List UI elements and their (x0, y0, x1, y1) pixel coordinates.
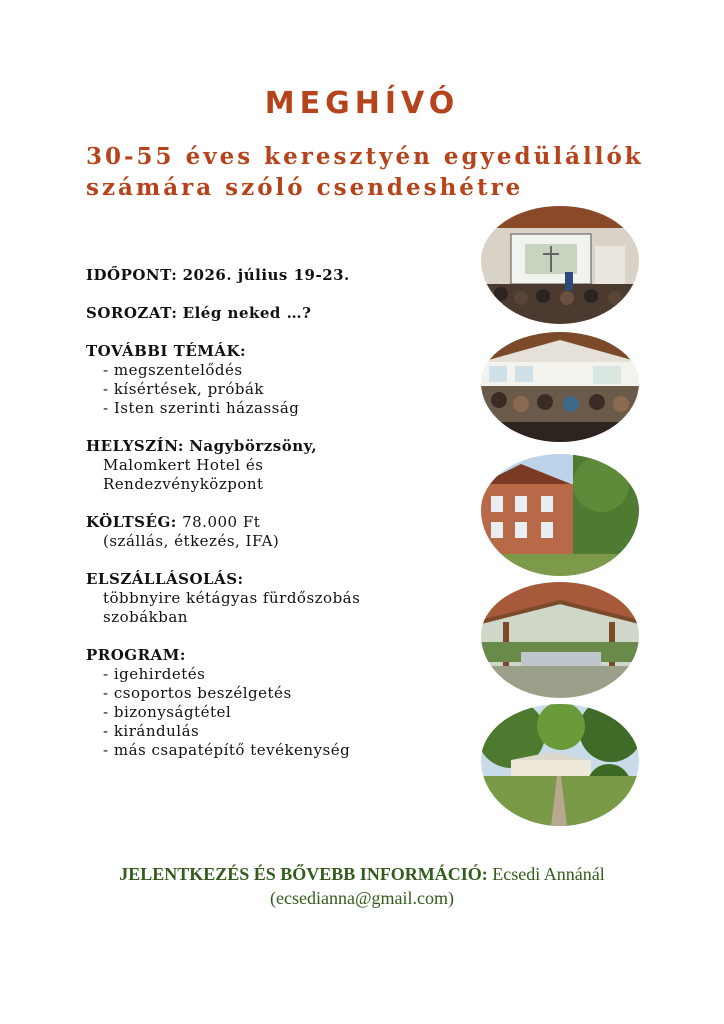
list-item: - igehirdetés (86, 665, 466, 684)
info-block (86, 266, 466, 779)
subtitle (86, 141, 644, 203)
idopont-value: 2026. július 19-23. (182, 266, 350, 284)
helyszin-value: Nagybörzsöny, (189, 437, 318, 455)
photo-pavilion (481, 582, 639, 698)
footer-line (0, 862, 724, 886)
koltseg-value: 78.000 Ft (182, 513, 261, 531)
list-item: - más csapatépítő tevékenység (86, 741, 466, 760)
photo-dining-hall (481, 332, 639, 442)
list-item: - csoportos beszélgetés (86, 684, 466, 703)
photo-lecture-hall (481, 206, 639, 324)
szallas-label: ELSZÁLLÁSOLÁS: (86, 570, 244, 588)
program-label: PROGRAM: (86, 646, 186, 664)
section-szallas (86, 570, 466, 627)
subtitle-line: 30-55 éves keresztyén egyedülállók (86, 143, 644, 170)
list-item: - Isten szerinti házasság (86, 399, 466, 418)
photo-garden (481, 704, 639, 826)
koltseg-label: KÖLTSÉG: (86, 513, 177, 531)
photo-hotel-building (481, 454, 639, 576)
section-idopont (86, 266, 466, 285)
temak-label: TOVÁBBI TÉMÁK: (86, 342, 247, 360)
section-temak (86, 342, 466, 418)
footer-email: (ecsedianna@gmail.com) (270, 888, 454, 908)
szallas-line: többnyire kétágyas fürdőszobás (103, 589, 361, 607)
footer-contact: Ecsedi Annánál (492, 864, 605, 884)
list-item: - kirándulás (86, 722, 466, 741)
section-koltseg (86, 513, 466, 551)
footer-label: JELENTKEZÉS ÉS BŐVEBB INFORMÁCIÓ: (119, 864, 488, 884)
list-item: - kísértések, próbák (86, 380, 466, 399)
list-item: - megszentelődés (86, 361, 466, 380)
szallas-line: szobákban (103, 608, 188, 626)
helyszin-line: Rendezvényközpont (103, 475, 264, 493)
helyszin-line: Malomkert Hotel és (103, 456, 264, 474)
sorozat-label: SOROZAT: (86, 304, 178, 322)
sorozat-value: Elég neked …? (182, 304, 312, 322)
subtitle-line: számára szóló csendeshétre (86, 174, 524, 201)
section-sorozat (86, 304, 466, 323)
list-item: - bizonyságtétel (86, 703, 466, 722)
helyszin-label: HELYSZÍN: (86, 437, 184, 455)
idopont-label: IDŐPONT: (86, 266, 178, 284)
section-program (86, 646, 466, 760)
section-helyszin (86, 437, 466, 494)
page-title: MEGHÍVÓ (264, 86, 460, 121)
footer (0, 862, 724, 910)
koltseg-line: (szállás, étkezés, IFA) (103, 532, 280, 550)
